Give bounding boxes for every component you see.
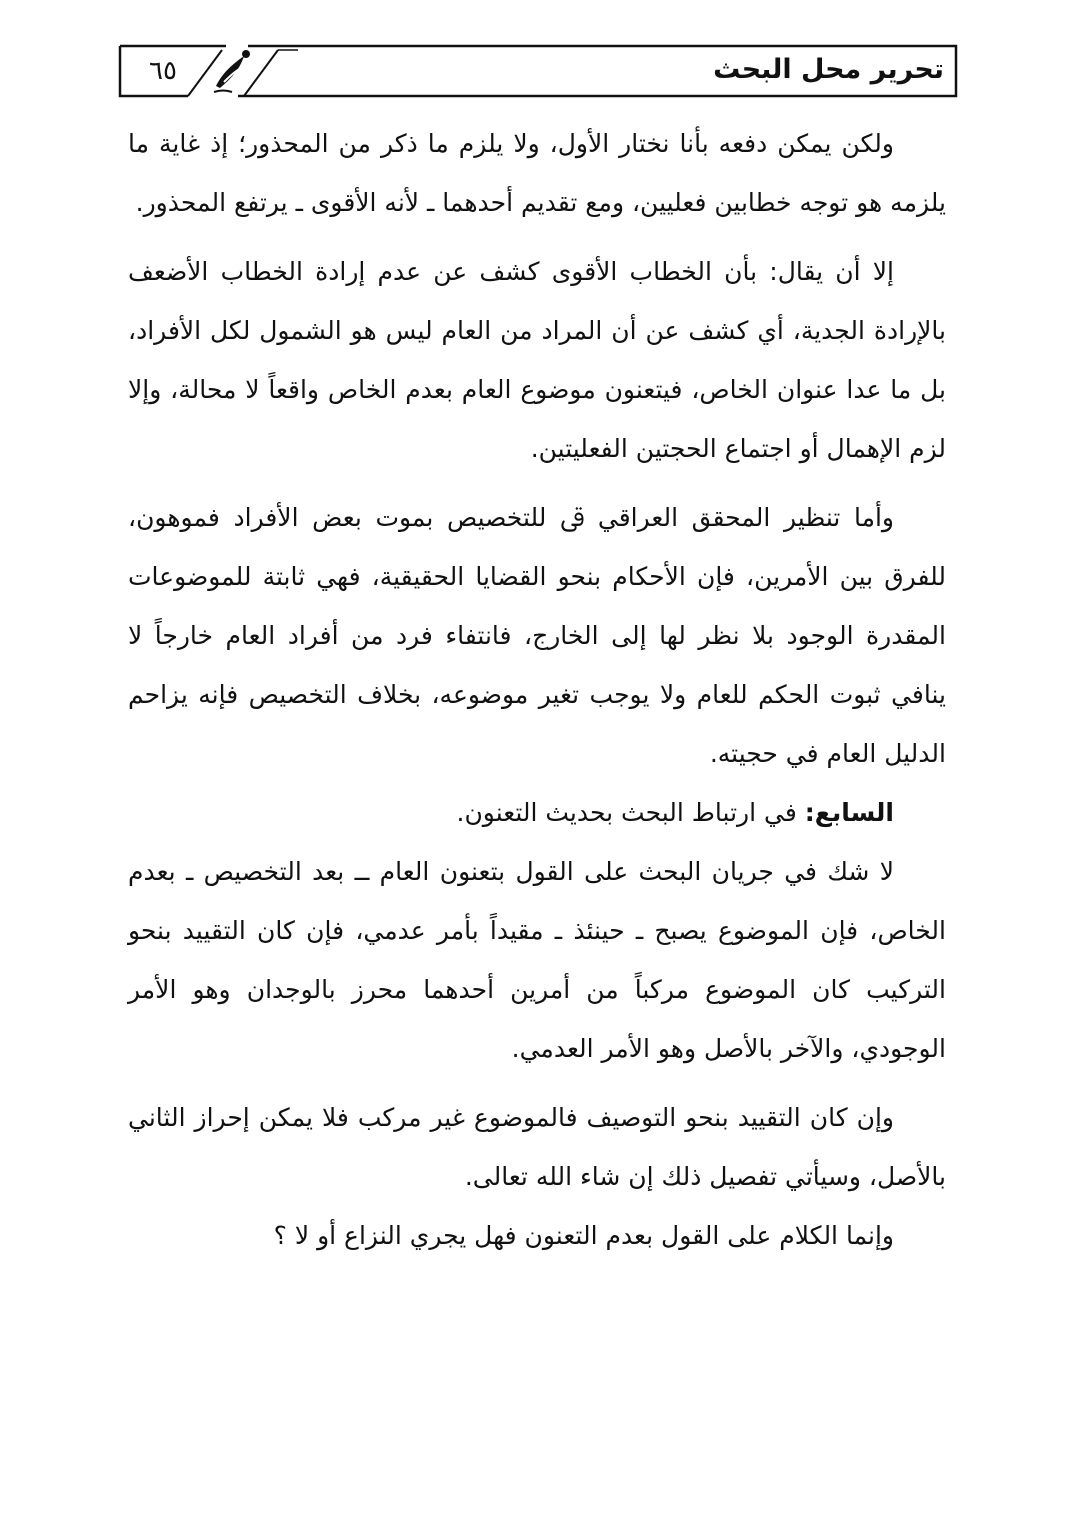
paragraph: إلا أن يقال: بأن الخطاب الأقوى كشف عن عدم إرادة الخطاب الأضعف بالإرادة الجدية، أي كشف عن أن المراد من العام ليس هو الشمول لكل الأفراد، بل ما عدا عنوان الخاص، فيتعنون موضوع العام بعدم الخاص واقعاً لا محالة، وإلا لزم الإهمال أو اجتماع الحجتين الفعليتين. — [128, 257, 946, 463]
page-number: ٦٥ — [149, 56, 177, 86]
page-body — [128, 114, 946, 1265]
running-header — [118, 44, 958, 98]
section-heading — [128, 783, 946, 842]
floral-ornament-icon — [210, 46, 254, 99]
paragraph: ولكن يمكن دفعه بأنا نختار الأول، ولا يلزم ما ذكر من المحذور؛ إذ غاية ما يلزمه هو توجه خطابين فعليين، ومع تقديم أحدهما ـ لأنه الأقوى ـ يرتفع المحذور. — [128, 129, 946, 217]
section-label: السابع: — [804, 798, 894, 827]
paragraph: لا شك في جريان البحث على القول بتعنون العام ــ بعد التخصيص ـ بعدم الخاص، فإن الموضوع يصبح ـ حينئذ ـ مقيداً بأمر عدمي، فإن كان التقييد بنحو التركيب كان الموضوع مركباً من أمرين أحدهما محرز بالوجدان وهو الأمر الوجودي، والآخر بالأصل وهو الأمر العدمي. — [128, 857, 946, 1063]
paragraph: وأما تنظير المحقق العراقي ﰵ للتخصيص بموت بعض الأفراد فموهون، للفرق بين الأمرين، فإن الأحكام بنحو القضايا الحقيقية، فهي ثابتة للموضوعات المقدرة الوجود بلا نظر لها إلى الخارج، فانتفاء فرد من أفراد العام خارجاً لا ينافي ثبوت الحكم للعام ولا يوجب تغير موضوعه، بخلاف التخصيص فإنه يزاحم الدليل العام في حجيته. — [128, 503, 946, 768]
paragraph: وإنما الكلام على القول بعدم التعنون فهل يجري النزاع أو لا ؟ — [273, 1221, 894, 1250]
paragraph: وإن كان التقييد بنحو التوصيف فالموضوع غير مركب فلا يمكن إحراز الثاني بالأصل، وسيأتي تفصيل ذلك إن شاء الله تعالى. — [128, 1103, 946, 1191]
section-text: في ارتباط البحث بحديث التعنون. — [456, 798, 797, 827]
chapter-title: تحرير محل البحث — [713, 54, 944, 85]
